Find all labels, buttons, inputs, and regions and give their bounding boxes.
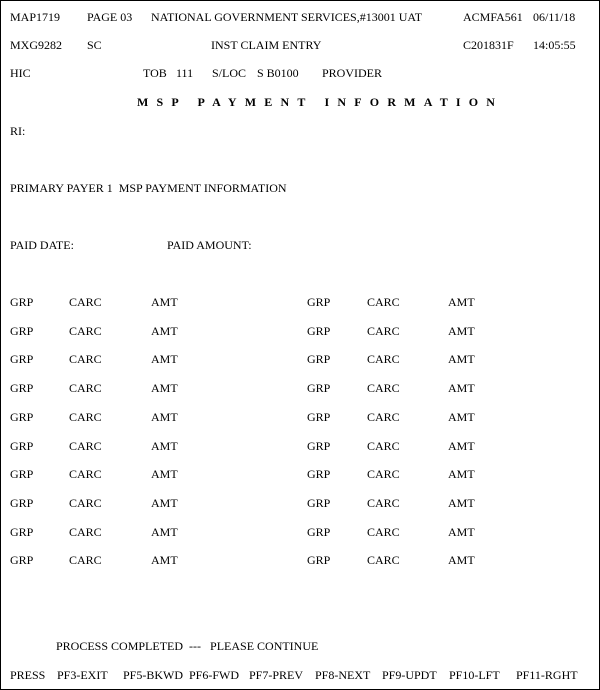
left-grp-label: GRP — [10, 467, 34, 481]
section-heading: PRIMARY PAYER 1 MSP PAYMENT INFORMATION — [10, 181, 287, 195]
left-carc-label: CARC — [69, 496, 102, 510]
sloc-label: S/LOC — [212, 66, 247, 80]
right-amt-label: AMT — [448, 525, 475, 539]
right-amt-label: AMT — [448, 324, 475, 338]
left-amt-label: AMT — [151, 467, 178, 481]
left-carc-label: CARC — [69, 525, 102, 539]
session-id: C201831F — [463, 38, 514, 52]
right-grp-label: GRP — [307, 381, 331, 395]
map-id: MAP1719 — [10, 10, 61, 24]
left-carc-label: CARC — [69, 410, 102, 424]
left-grp-label: GRP — [10, 525, 34, 539]
right-amt-label: AMT — [448, 553, 475, 567]
left-carc-label: CARC — [69, 324, 102, 338]
left-grp-label: GRP — [10, 410, 34, 424]
right-carc-label: CARC — [367, 352, 400, 366]
screen-name: INST CLAIM ENTRY — [211, 38, 322, 52]
user-id: MXG9282 — [10, 38, 63, 52]
left-grp-label: GRP — [10, 496, 34, 510]
left-amt-label: AMT — [151, 525, 178, 539]
function-key-pf8[interactable]: PF8-NEXT — [315, 668, 371, 682]
right-amt-label: AMT — [448, 295, 475, 309]
left-carc-label: CARC — [69, 553, 102, 567]
function-key-pf5[interactable]: PF5-BKWD — [123, 668, 184, 682]
right-carc-label: CARC — [367, 553, 400, 567]
left-grp-label: GRP — [10, 439, 34, 453]
left-amt-label: AMT — [151, 439, 178, 453]
right-carc-label: CARC — [367, 295, 400, 309]
right-amt-label: AMT — [448, 496, 475, 510]
hic-label: HIC — [10, 66, 31, 80]
left-amt-label: AMT — [151, 381, 178, 395]
press-prompt: PRESS — [10, 668, 46, 682]
right-grp-label: GRP — [307, 352, 331, 366]
sloc-value[interactable]: S B0100 — [257, 66, 299, 80]
function-key-pf11[interactable]: PF11-RGHT — [516, 668, 578, 682]
function-key-pf10[interactable]: PF10-LFT — [449, 668, 500, 682]
left-carc-label: CARC — [69, 439, 102, 453]
function-key-pf7[interactable]: PF7-PREV — [249, 668, 304, 682]
right-amt-label: AMT — [448, 439, 475, 453]
mode-code: SC — [87, 38, 102, 52]
right-grp-label: GRP — [307, 410, 331, 424]
right-grp-label: GRP — [307, 324, 331, 338]
left-amt-label: AMT — [151, 553, 178, 567]
left-grp-label: GRP — [10, 352, 34, 366]
right-grp-label: GRP — [307, 295, 331, 309]
left-amt-label: AMT — [151, 295, 178, 309]
right-carc-label: CARC — [367, 467, 400, 481]
status-message: PROCESS COMPLETED --- PLEASE CONTINUE — [56, 639, 319, 653]
page-title: MSP PAYMENT INFORMATION — [137, 95, 504, 109]
paid-date-label: PAID DATE: — [10, 238, 74, 252]
tob-value[interactable]: 111 — [176, 66, 194, 80]
current-time: 14:05:55 — [533, 38, 576, 52]
page-indicator: PAGE 03 — [87, 10, 133, 24]
screen-code: ACMFA561 — [463, 10, 523, 24]
right-carc-label: CARC — [367, 324, 400, 338]
left-carc-label: CARC — [69, 381, 102, 395]
current-date: 06/11/18 — [533, 10, 576, 24]
function-key-pf3[interactable]: PF3-EXIT — [57, 668, 108, 682]
tob-label: TOB — [143, 66, 167, 80]
right-amt-label: AMT — [448, 410, 475, 424]
organization-name: NATIONAL GOVERNMENT SERVICES,#13001 UAT — [151, 10, 423, 24]
left-amt-label: AMT — [151, 352, 178, 366]
right-amt-label: AMT — [448, 381, 475, 395]
right-carc-label: CARC — [367, 381, 400, 395]
left-grp-label: GRP — [10, 324, 34, 338]
right-amt-label: AMT — [448, 352, 475, 366]
function-key-pf9[interactable]: PF9-UPDT — [382, 668, 437, 682]
right-grp-label: GRP — [307, 553, 331, 567]
left-amt-label: AMT — [151, 496, 178, 510]
function-key-pf6[interactable]: PF6-FWD — [189, 668, 240, 682]
right-carc-label: CARC — [367, 525, 400, 539]
provider-label: PROVIDER — [322, 66, 383, 80]
right-carc-label: CARC — [367, 439, 400, 453]
left-grp-label: GRP — [10, 381, 34, 395]
right-grp-label: GRP — [307, 467, 331, 481]
right-grp-label: GRP — [307, 496, 331, 510]
right-amt-label: AMT — [448, 467, 475, 481]
right-grp-label: GRP — [307, 525, 331, 539]
right-grp-label: GRP — [307, 439, 331, 453]
right-carc-label: CARC — [367, 410, 400, 424]
left-amt-label: AMT — [151, 324, 178, 338]
left-carc-label: CARC — [69, 352, 102, 366]
left-grp-label: GRP — [10, 295, 34, 309]
left-carc-label: CARC — [69, 295, 102, 309]
right-carc-label: CARC — [367, 496, 400, 510]
left-carc-label: CARC — [69, 467, 102, 481]
left-amt-label: AMT — [151, 410, 178, 424]
left-grp-label: GRP — [10, 553, 34, 567]
paid-amount-label: PAID AMOUNT: — [167, 238, 252, 252]
ri-label: RI: — [10, 124, 26, 138]
